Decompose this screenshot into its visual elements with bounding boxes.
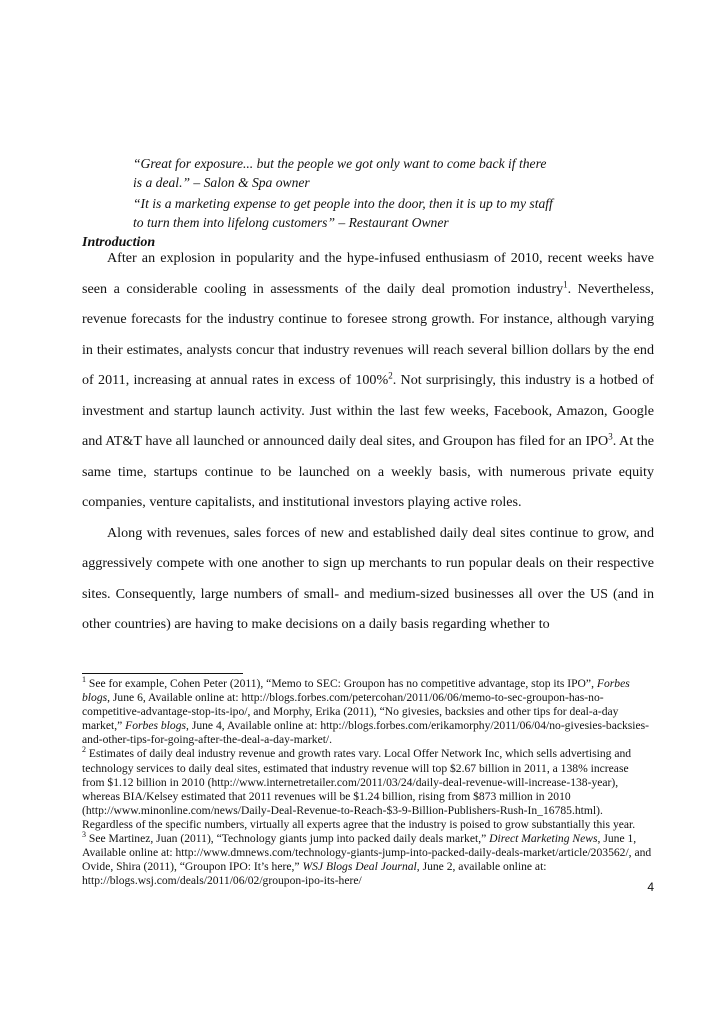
- footnote-3-number: 3: [82, 830, 86, 840]
- footnote-ref-3: 3: [608, 431, 613, 442]
- footnote-2: [82, 747, 654, 832]
- body-text: [82, 243, 654, 640]
- footnote-3: [82, 832, 654, 888]
- footnote-separator: [82, 673, 243, 674]
- quote-1-line-2: is a deal.” – Salon & Spa owner: [133, 175, 310, 190]
- paragraph-1-part-a: After an explosion in popularity and the hype-infused enthusiasm of 2010, recent weeks have seen a considerable cooling in assessments of the daily deal promotion industry: [82, 250, 654, 297]
- footnote-1-text-a: See for example, Cohen Peter (2011), “Memo to SEC: Groupon has no competitive advantage, stop its IPO”,: [86, 677, 597, 690]
- footnote-2-number: 2: [82, 745, 86, 755]
- paragraph-2: Along with revenues, sales forces of new and established daily deal sites continue to grow, and aggressively compete with one another to sign up merchants to run popular deals on their respective sites. Consequently, large numbers of small- and medium-sized businesses all over the US (and in other countries) are having to make decisions on a daily basis regarding whether to: [82, 524, 654, 632]
- footnote-2-text: Estimates of daily deal industry revenue and growth rates vary. Local Offer Network Inc, which sells advertising and technology services to daily deal sites, estimated that industry revenue will top $2.67 billion in 2011, a 138% increase from $1.12 billion in 2010 (http://www.internetretailer.com/2011/03/24/daily-deal-revenue-will-increase-138-year), whereas BIA/Kelsey estimated that 2011 revenues will be $1.24 billion, rising from $873 million in 2010 (http://www.minonline.com/news/Daily-Deal-Revenue-to-Reach-$3-9-Billion-Publishers-Rush-In_16785.html). Regardless of the specific numbers, virtually all experts agree that the industry is poised to grow substantially this year.: [82, 747, 636, 831]
- footnote-3-text-b: , June 1, Available online at: http://www.dmnews.com/technology-giants-jump-into-packed-daily-deals-market/article/203562/, and Ovide, Shira (2011), “Groupon IPO: It’s here,”: [82, 832, 652, 874]
- footnote-3-text-c: , June 2, available online at: http://blogs.wsj.com/deals/2011/06/02/groupon-ipo-its-here/: [82, 860, 547, 888]
- footnote-1-source-1: Forbes blogs: [82, 677, 630, 705]
- paragraph-1-part-d: . At the same time, startups continue to be launched on a weekly basis, with numerous private equity companies, venture capitalists, and institutional investors playing active roles.: [82, 433, 654, 510]
- footnote-3-source-1: Direct Marketing News: [489, 832, 598, 846]
- footnote-3-text-a: See Martinez, Juan (2011), “Technology giants jump into packed daily deals market,”: [86, 832, 490, 846]
- section-heading: Introduction: [82, 235, 156, 250]
- quote-1-line-1: “Great for exposure... but the people we got only want to come back if there: [133, 156, 547, 171]
- footnote-1: [82, 677, 654, 747]
- footnote-ref-1: 1: [563, 278, 568, 289]
- footnote-1-text-c: , June 4, Available online at: http://blogs.forbes.com/erikamorphy/2011/06/04/no-givesies-backsies-and-other-tips-for-going-after-the-deal-a-day-market/.: [82, 719, 650, 747]
- footnote-3-source-2: WSJ Blogs Deal Journal: [302, 860, 417, 874]
- quote-2-line-2: to turn them into lifelong customers” – Restaurant Owner: [133, 215, 449, 230]
- page-number: 4: [647, 880, 654, 894]
- epigraph-quote-2: [133, 194, 603, 232]
- footnotes: [82, 677, 654, 888]
- footnote-1-text-b: , June 6, Available online at: http://blogs.forbes.com/petercohan/2011/06/06/memo-to-sec-groupon-has-no-competitive-advantage-stop-its-ipo/, and Morphy, Erika (2011), “No givesies, backsies and other tips for deal-a-day market,”: [82, 691, 619, 733]
- footnote-ref-2: 2: [388, 370, 393, 381]
- footnote-1-source-2: Forbes blogs: [125, 719, 187, 733]
- paragraph-1-part-c: . Not surprisingly, this industry is a hotbed of investment and startup launch activity. Just within the last few weeks, Facebook, Amazon, Google and AT&T have all launched or announced daily deal sites, and Groupon has filed for an IPO: [82, 372, 654, 449]
- footnote-1-number: 1: [82, 675, 86, 685]
- paragraph-1-part-b: . Nevertheless, revenue forecasts for the industry continue to foresee strong growth. For instance, although varying in their estimates, analysts concur that industry revenues will reach several billion dollars by the end of 2011, increasing at annual rates in excess of 100%: [82, 280, 654, 388]
- epigraph-quote-1: [133, 154, 603, 192]
- quote-2-line-1: “It is a marketing expense to get people into the door, then it is up to my staff: [133, 196, 553, 211]
- paragraph-1: [82, 243, 654, 518]
